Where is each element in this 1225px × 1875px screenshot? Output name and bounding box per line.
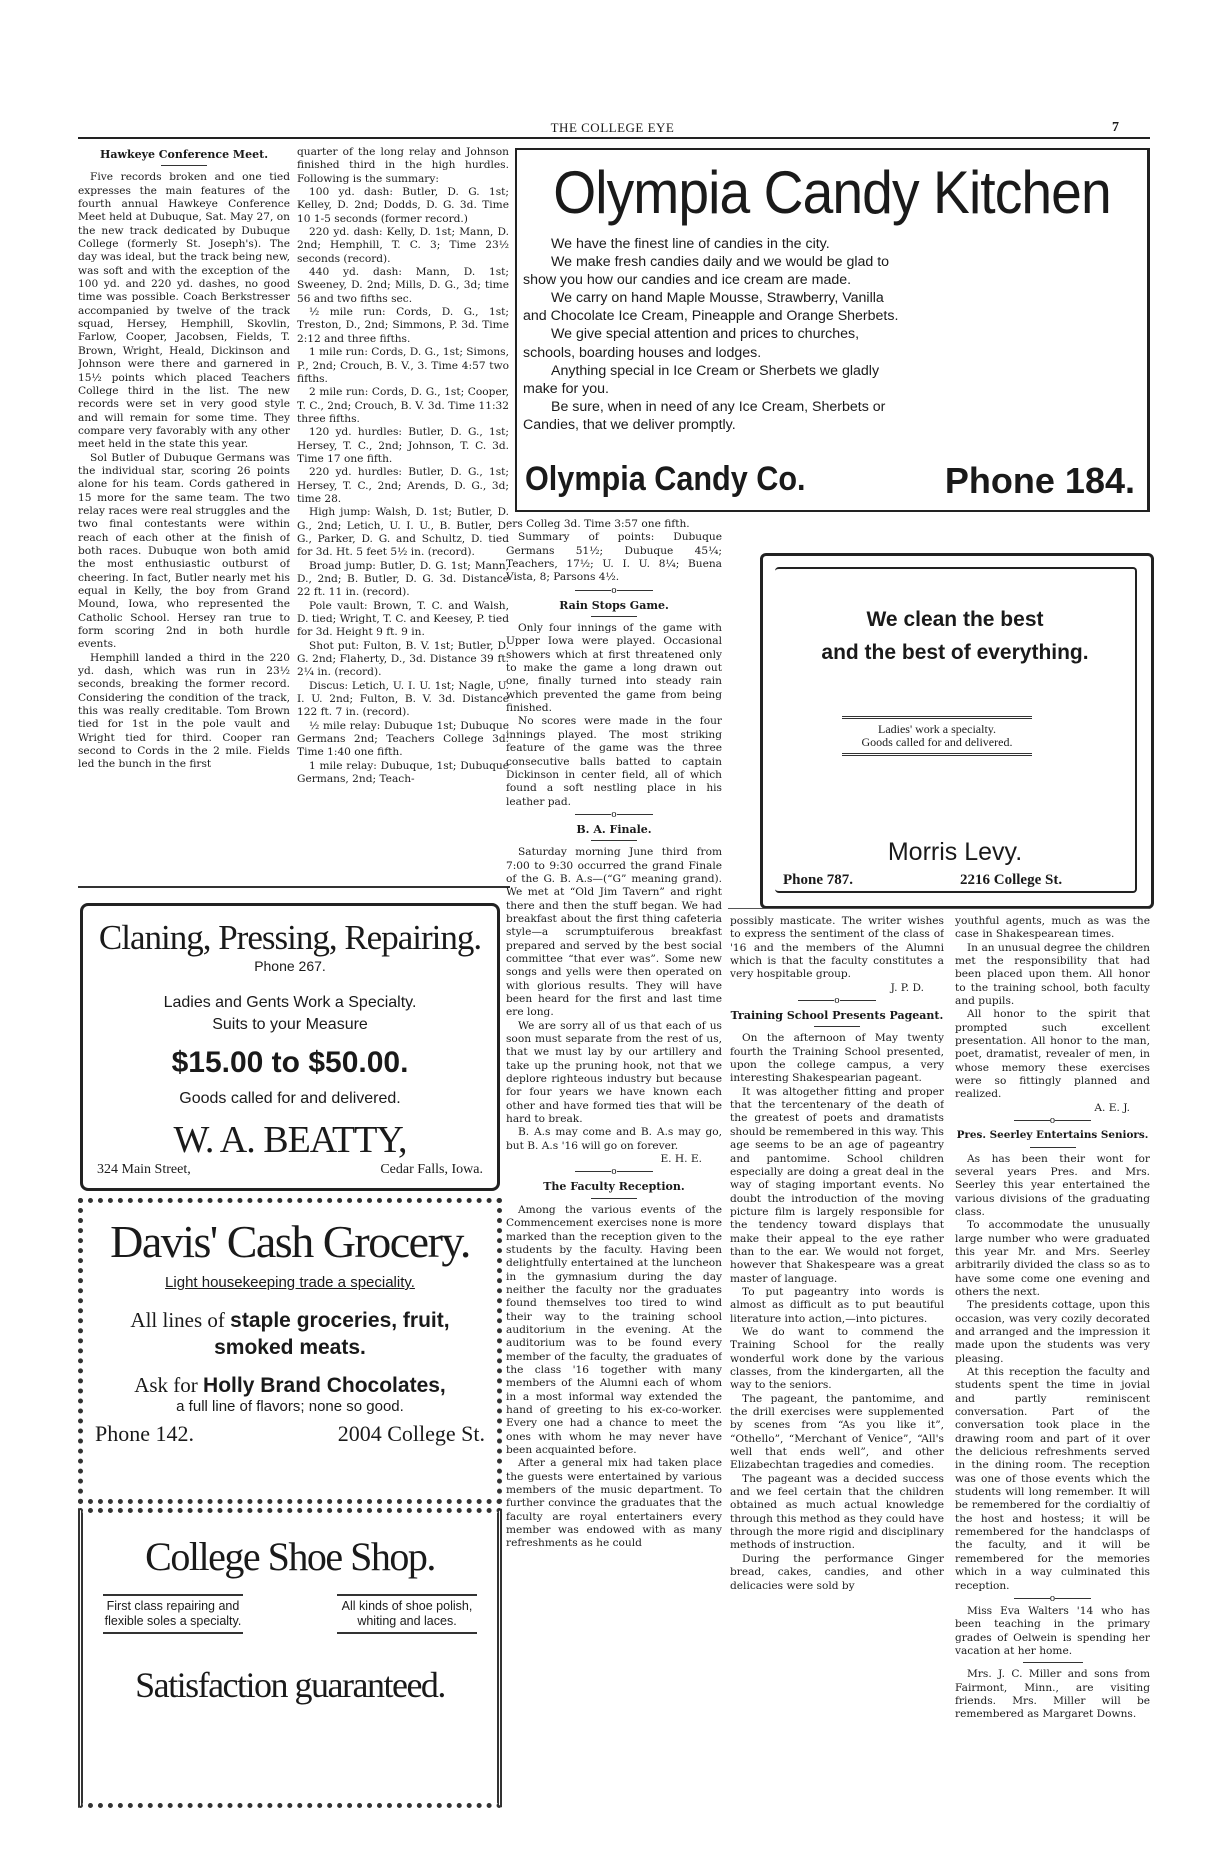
paragraph: possibly masticate. The writer wishes to express the sentiment of the class of '16 and the members of the Alumni which is that the faculty constitutes a very hospitable group.: [730, 915, 944, 981]
text: o: [611, 1167, 617, 1178]
article-title-hawkeye: Hawkeye Conference Meet.: [99, 148, 269, 161]
separator: [955, 1115, 1150, 1127]
ad-company: Olympia Candy Co.: [525, 460, 806, 498]
paragraph: High jump: Walsh, D. 1st; Butler, D. G., 2nd; Letich, U. I. U., B. Butler, D. G., Parker, D. G. and Schultz, D. tied for 3d. Ht. 5 feet 5½ in. (record).: [297, 506, 509, 559]
paragraph-group: [955, 1153, 1150, 1593]
paragraph: 2 mile run: Cords, D. G., 1st; Cooper, T. C., 2nd; Crouch, B. V. 3d. Time 11:32 three fifths.: [297, 386, 509, 425]
ad-contact-row: [83, 1415, 497, 1447]
ad-box-right: All kinds of shoe polish, whiting and laces.: [337, 1594, 477, 1634]
ad-line: make for you.: [523, 380, 609, 397]
page-number: 7: [1112, 120, 1119, 135]
text: All lines of: [130, 1308, 231, 1332]
text: o: [611, 585, 617, 596]
ad-box-left: First class repairing and flexible soles a specialty.: [103, 1594, 243, 1634]
text: staple groceries, fruit,: [230, 1309, 450, 1332]
paragraph: ers Colleg 3d. Time 3:57 one fifth.: [506, 518, 690, 530]
paragraph-group: [506, 622, 722, 809]
olympia-candy-ad: [515, 148, 1150, 512]
paragraph-group: [955, 942, 1150, 1102]
ad-line: We carry on hand Maple Mousse, Strawberry, Vanilla: [551, 290, 884, 307]
text: o: [1049, 1593, 1056, 1604]
ad-line: Candies, that we deliver promptly.: [523, 416, 736, 433]
ad-address-row: [83, 1162, 497, 1178]
ad-price: $15.00 to $50.00.: [171, 1046, 409, 1079]
ad-phone: Phone 184.: [944, 460, 1135, 501]
article-title-finale: B. A. Finale.: [576, 822, 652, 836]
separator: [506, 585, 722, 597]
text: smoked meats.: [214, 1336, 366, 1359]
headline-line: and the best of everything.: [821, 641, 1089, 664]
paragraph: The pageant was a decided success and we feel certain that the children obtained as much actual knowledge through this method as they could have through the more rigid and disciplinary methods of instruction.: [730, 1472, 944, 1552]
ad-line: and Chocolate Ice Cream, Pineapple and Orange Sherbets.: [523, 308, 899, 325]
paragraph: It was altogether fitting and proper that the tercentenary of the death of the greatest of poets and dramatists should be remembered in this way. This age seems to be an age of pageantry and pantomime. School children especially are doing a great deal in the way of staging important events. No doubt the introduction of the moving picture film is largely responsible for the tendency toward displays that make their appeal to the eye rather than to the ear. We would not forget, however that Shakespeare was a great master of language.: [730, 1085, 944, 1285]
article-title-faculty: The Faculty Reception.: [543, 1180, 685, 1194]
ad-tagline: Light housekeeping trade a speciality.: [165, 1274, 415, 1291]
ad-city: Cedar Falls, Iowa.: [380, 1162, 483, 1177]
separator: [506, 809, 722, 821]
paragraph: Sol Butler of Dubuque Germans was the individual star, scoring 26 points alone for his team. Cords gathered in 15 more for the same team. The two relay races were real struggles and the two final contestants were within reach of each other at the finish of both races. Dubuque won both amid the most enthusiastic outburst of cheering. In fact, Butler nearly met his equal in Kelly, the boy from Grand Mound, Iowa, who represented the Catholic School. Hersey ran true to form scoring 2nd in both hurdle events.: [78, 451, 290, 651]
paragraph: 1 mile relay: Dubuque, 1st; Dubuque Germans, 2nd; Teach-: [297, 759, 509, 786]
paragraph: Five records broken and one tied expresses the main features of the fourth annual Hawkeye Conference Meet held at Dubuque, Sat. May 27, on the new track dedicated by Dubuque College (formerly St. Joseph's). The day was ideal, but the track being new, was soft and with the exception of the 100 yd. and 220 yd. dashes, no good time was possible. Coach Berkstresser accompanied by twelve of the track squad, Hersey, Hemphill, Skovlin, Farlow, Cooper, Jacobsen, Fields, T. Brown, Wright, Heald, Dickinson and Johnson were there and garnered in 15½ points which placed Teachers College third in the list. The new records were set in very good style and will remain for some time. They compare very favorably with any other meet held in the state this year.: [78, 171, 290, 451]
paragraph: Among the various events of the Commencement exercises none is more marked than the reception given to the students by the faculty. Having been delightfully entertained at the luncheon in the gymnasium during the day neither the faculty nor the graduates found themselves too tired to wind their way to the training school auditorium in the evening. At the auditorium was to be found every member of the faculty, the graduates of the class '16 together with many members of the Alumni each of whom in a most informal way extended the hand of greeting to his ex-co-worker. Every one had a chance to meet the ones with whom he may never have been acquainted before.: [506, 1203, 722, 1456]
top-rule: [78, 137, 1150, 139]
paragraph: During the performance Ginger bread, cakes, candies, and other delicacies were sold by: [730, 1552, 944, 1592]
text: o: [1049, 1116, 1056, 1127]
ad-boxes: [83, 1594, 497, 1634]
paragraph: Discus: Letich, U. I. U. 1st; Nagle, U. I. U. 2nd; Fulton, B. V. 3d. Distance 122 ft. 7 in. (record).: [297, 679, 509, 719]
paragraph-group: [730, 1032, 944, 1592]
ad-line: Be sure, when in need of any Ice Cream, Sherbets or: [551, 398, 886, 415]
title-rule: [814, 1026, 860, 1027]
ad-line: show you how our candies and ice cream are made.: [523, 272, 852, 289]
ad-line: We make fresh candies daily and we would be glad to: [551, 254, 890, 271]
ad-name: Davis' Cash Grocery.: [110, 1216, 470, 1267]
separator: [730, 995, 944, 1007]
title-rule: [591, 616, 637, 617]
ad-line: Goods called for and delivered.: [861, 735, 1013, 749]
paragraph: 220 yd. hurdles: Butler, D. G., 1st; Hersey, T. C., 2nd; Arends, D. G., 3d; time 28.: [297, 466, 509, 505]
signature: E. H. E.: [660, 1153, 702, 1166]
paragraph: After a general mix had taken place the guests were entertained by various members of the music department. To further convince the graduates that the faculty are royal entertainers every member was endowed with as many refreshments as he could: [506, 1457, 722, 1550]
ad-name: Morris Levy.: [887, 838, 1023, 866]
paragraph: Saturday morning June third from 7:00 to 9:30 occurred the grand Finale of the G. B. A.s—(“G” meaning grand). We met at “Old Jim Tavern” and right there and then the stuff began. We had breakfast about the first thing cafeteria style—a scrumptuiferous breakfast prepared and served by the best social committee “that ever was”. Some new songs and yells were then operated on with glorious results. They will have been heard for the first and last time ere long.: [506, 846, 722, 1019]
paragraph: Hemphill landed a third in the 220 yd. dash, which was run in 23½ seconds, breaking the former record. Considering the condition of the track, this was really creditable. Tom Brown tied for 1st in the pole vault and Wright tied for third. Cooper ran second to Cords in the 2 mile. Fields led the bunch in the first: [78, 651, 290, 771]
article-title-rain: Rain Stops Game.: [559, 598, 669, 612]
ad-line: We have the finest line of candies in the city.: [551, 236, 830, 252]
column-5: [955, 915, 1150, 1808]
signature: A. E. J.: [1094, 1101, 1130, 1114]
title-rule: [161, 165, 207, 166]
section-rule: [78, 886, 510, 888]
paragraph: 220 yd. dash: Kelly, D. 1st; Mann, D. 2nd; Hemphill, T. C. 3; Time 23½ seconds (record).: [297, 226, 509, 265]
ad-address: 2216 College St.: [960, 872, 1063, 888]
paragraph-group: [506, 1204, 722, 1551]
headline-line: We clean the best: [866, 608, 1044, 631]
paragraph: In an unusual degree the children met the responsibility that had been placed upon them. All honor to the training school, both faculty and pupils.: [955, 941, 1150, 1008]
ad-title: Olympia Candy Kitchen: [553, 159, 1111, 226]
paragraph: quarter of the long relay and Johnson finished third in the high hurdles. Following is the summary:: [297, 146, 509, 185]
college-shoe-shop-ad: [78, 1508, 502, 1808]
signature: J. P. D.: [890, 981, 924, 994]
paragraph: ½ mile run: Cords, D. G., 1st; Treston, D., 2nd; Simmons, P. 3d. Time 2:12 and three fifths.: [297, 306, 509, 345]
paragraph: 440 yd. dash: Mann, D. 1st; Sweeney, D. 2nd; Mills, D. G., 3d; time 56 and two fifths sec.: [297, 266, 509, 305]
paragraph: We are sorry all of us that each of us soon must separate from the rest of us, that we must lay by our artillery and take up the pruning hook, not that we deplore righteous industry but because for four years we have known each other and have formed ties that will be hard to break.: [506, 1019, 722, 1126]
ad-footer: Satisfaction guaranteed.: [135, 1665, 445, 1705]
ad-line: [83, 1373, 497, 1398]
text: Ask for: [134, 1373, 204, 1397]
paragraph: B. A.s may come and B. A.s may go, but B. A.s '16 will go on forever.: [506, 1126, 722, 1152]
separator: [506, 1166, 722, 1178]
ad-headline: [775, 603, 1135, 669]
paragraph: To accommodate the unusually large number who were graduated this year Mr. and Mrs. Seerley arbitrarily divided the class so as to have some come one evening and others the next.: [955, 1219, 1150, 1298]
personal-item: Miss Eva Walters '14 who has been teaching in the primary grades of Oelwein is spending her vacation at her home.: [955, 1604, 1150, 1657]
ad-line: Ladies and Gents Work a Specialty.: [163, 994, 417, 1011]
column-2: [297, 146, 509, 884]
column-4: [730, 915, 944, 1808]
davis-grocery-ad: [78, 1198, 502, 1504]
paragraph-group: [78, 171, 290, 771]
text: o: [834, 996, 840, 1007]
ad-address: 2004 College St.: [337, 1421, 485, 1446]
paragraph: The pageant, the pantomime, and the drill exercises were supplemented by scenes from “As you like it”, “Othello”, “Merchant of Venice”, “All's well that ends well”, and other Elizabechtan tragedies and comedies.: [730, 1392, 944, 1472]
ad-headline: Claning, Pressing, Repairing.: [98, 918, 482, 957]
paragraph: ½ mile relay: Dubuque 1st; Dubuque Germans 2nd; Teachers College 3d. Time 1:40 one fifth.: [297, 719, 509, 759]
ad-street: 324 Main Street,: [97, 1162, 191, 1177]
paragraph-group: [297, 186, 509, 786]
paragraph: Shot put: Fulton, B. V. 1st; Butler, D. G. 2nd; Flaherty, D., 3d. Distance 39 ft. 2¼ in. (record).: [297, 639, 509, 679]
paragraph: 1 mile run: Cords, D. G., 1st; Simons, P., 2nd; Crouch, B. V., 3. Time 4:57 two fifths.: [297, 346, 509, 385]
paragraph: No scores were made in the four innings played. The most striking feature of the game was the three consecutive balls batted to captain Dickinson in center field, all of which found a soft nestling place in his leather pad.: [506, 715, 722, 808]
ad-specialty-box: [842, 716, 1032, 756]
ad-body: [523, 235, 993, 434]
section-rule: [728, 908, 1150, 909]
ad-name: W. A. BEATTY,: [173, 1119, 407, 1161]
ad-line: [83, 1307, 497, 1361]
paragraph-group: [506, 846, 722, 1153]
ad-phone: Phone 142.: [95, 1421, 194, 1446]
title-rule: [1030, 1147, 1076, 1148]
text: Holly Brand Chocolates,: [203, 1374, 446, 1397]
paragraph: youthful agents, much as was the case in Shakespearean times.: [955, 915, 1150, 941]
title-rule: [591, 840, 637, 841]
paragraph: On the afternoon of May twenty fourth the Training School presented, upon the college campus, a very interesting Shakespearian pageant.: [730, 1032, 944, 1085]
paragraph: Broad jump: Butler, D. G. 1st; Mann, D., 2nd; B. Butler, D. G. 3d. Distance 22 ft. 11 in. (record).: [297, 559, 509, 599]
article-title-pageant: Training School Presents Pageant.: [730, 1009, 944, 1023]
divider: [1023, 1662, 1083, 1663]
text: o: [611, 809, 617, 820]
ad-line: [83, 992, 497, 1036]
ad-name: College Shoe Shop.: [145, 1534, 435, 1579]
ad-phone: Phone 787.: [783, 872, 854, 888]
paragraph: At this reception the faculty and students spent the time in jovial and partly reminiscent conversation. Part of the conversation took place in the drawing room and part of it over the delicious refreshments served in the dining room. The reception was one of those events which the students will long remember. It will be remembered for the cordialtiy of the host and hostess; it will be remembered for the handclasps of the faculty, and it will be remembered for the memories which in a way culminated this reception.: [955, 1366, 1150, 1592]
paragraph: Pole vault: Brown, T. C. and Walsh, D. tied; Wright, T. C. and Keesey, P. tied for 3d. Height 9 ft. 9 in.: [297, 599, 509, 639]
personal-item: Mrs. J. C. Miller and sons from Fairmont, Minn., are visiting friends. Mrs. Miller will be remembered as Margaret Downs.: [955, 1668, 1150, 1721]
article-title-seerley: Pres. Seerley Entertains Seniors.: [956, 1129, 1149, 1142]
ad-line: We give special attention and prices to churches,: [551, 326, 860, 343]
paragraph: Summary of points: Dubuque Germans 51½; Dubuque 45¼; Teachers, 17½; U. I. U. 8¼; Buena Vista, 8; Parsons 4½.: [506, 531, 722, 584]
ad-line: Anything special in Ice Cream or Sherbets we gladly: [551, 362, 880, 379]
paragraph: Only four innings of the game with Upper Iowa were played. Occasional showers which at first threatened only to make the game a long drawn out one, finally turned into steady rain which prevented the game from being finished.: [506, 622, 722, 715]
separator: [955, 1593, 1150, 1605]
ad-line: Suits to your Measure: [212, 1016, 368, 1033]
ad-line: a full line of flavors; none so good.: [176, 1398, 404, 1415]
paragraph: 100 yd. dash: Butler, D. G. 1st; Kelley, D. 2nd; Dodds, D. G. 3d. Time 10 1-5 seconds (former record.): [297, 186, 509, 225]
column-1: [78, 146, 290, 884]
masthead: THE COLLEGE EYE: [550, 120, 675, 135]
ad-line: schools, boarding houses and lodges.: [523, 344, 762, 361]
paragraph: As has been their wont for several years Pres. and Mrs. Seerley this year entertained the various divisions of the graduating class.: [955, 1152, 1150, 1218]
paragraph: To put pageantry into words is almost as difficult as to put beautiful literature into action,—into pictures.: [730, 1285, 944, 1325]
paragraph: The presidents cottage, upon this occasion, was very cozily decorated and arranged and the impression it made upon the students was very pleasing.: [955, 1299, 1150, 1365]
ad-line: Ladies' work a specialty.: [877, 722, 996, 736]
paragraph: 120 yd. hurdles: Butler, D. G., 1st; Hersey, T. C., 2nd; Johnson, T. C. 3d. Time 17 one fifth.: [297, 426, 509, 465]
paragraph: All honor to the spirit that prompted such excellent presentation. All honor to the man, poet, dramatist, revealer of men, in whose memory these exercises were so fittingly planned and realized.: [955, 1008, 1150, 1101]
paragraph: We do want to commend the Training School for the really wonderful work done by the various classes, from the kindergarten, all the way to the seniors.: [730, 1325, 944, 1392]
title-rule: [591, 1198, 637, 1199]
ad-phone: Phone 267.: [254, 958, 326, 974]
ad-line: Goods called for and delivered.: [179, 1090, 401, 1107]
beatty-ad: [80, 903, 500, 1191]
column-3: [506, 518, 722, 1808]
